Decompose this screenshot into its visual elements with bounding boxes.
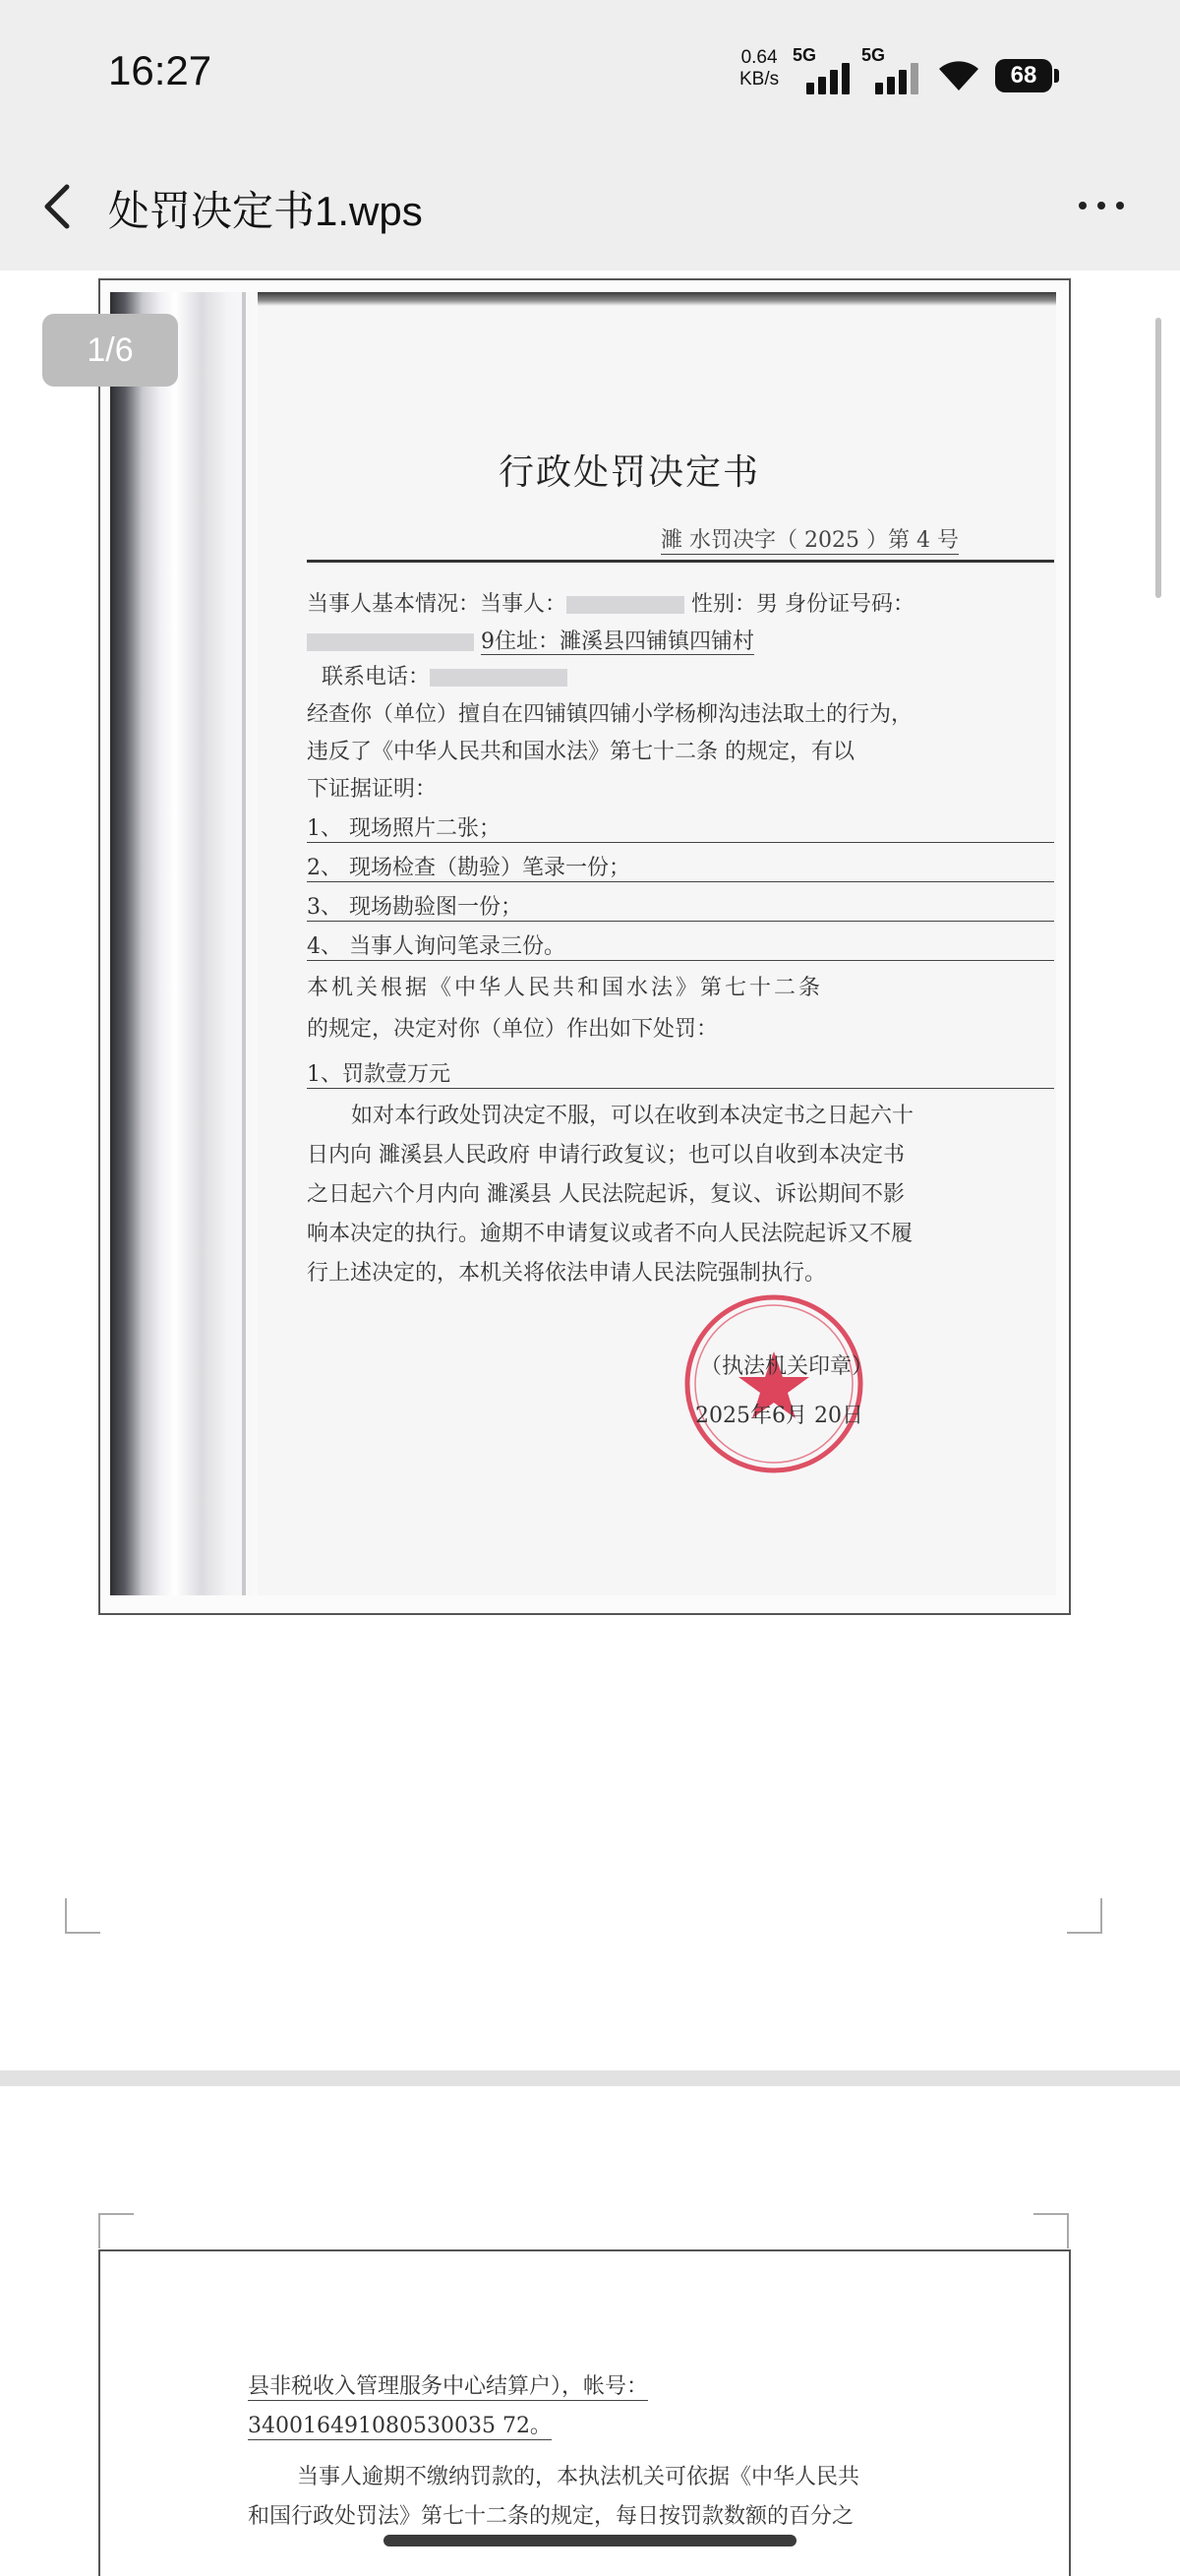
status-bar [0, 0, 1180, 148]
sim2-network-type: 5G [861, 45, 886, 65]
scan-fold-line [242, 292, 246, 1595]
title-bar [0, 148, 1180, 270]
evidence-item: 1、 现场照片二张； [307, 811, 1054, 843]
document-title: 处罚决定书1.wps [108, 188, 423, 234]
page-separator [0, 2070, 1180, 2086]
decision-number: 濉 水罚决字（ 2025 ）第 4 号 [661, 523, 959, 555]
body-line: 的规定，决定对你（单位）作出如下处罚： [307, 1017, 719, 1042]
page2-line: 县非税收入管理服务中心结算户），帐号： [248, 2369, 648, 2401]
phone-line: 联系电话： [322, 660, 567, 690]
network-speed-value: 0.64 [740, 47, 778, 68]
body-line: 下证据证明： [307, 777, 438, 802]
penalty-item: 1、罚款壹万元 [307, 1057, 1054, 1089]
sim1-network-type: 5G [793, 45, 817, 65]
back-arrow-icon[interactable] [30, 177, 88, 236]
page-indicator: 1/6 [42, 314, 178, 387]
more-options-icon[interactable] [1067, 182, 1136, 231]
crop-mark [1033, 2213, 1069, 2248]
network-speed-unit: KB/s [739, 69, 780, 90]
document-page-1 [98, 278, 1071, 1615]
status-time: 16:27 [108, 47, 212, 93]
scan-top-edge [258, 292, 1056, 306]
evidence-item: 2、 现场检查（勘验）笔录一份； [307, 851, 1054, 882]
crop-mark [98, 2213, 134, 2248]
network-speed [739, 47, 779, 90]
decision-date: 2025年6月 20日 [695, 1404, 863, 1428]
document-viewer[interactable] [0, 270, 1180, 2565]
body-line: 之日起六个月内向 濉溪县 人民法院起诉，复议、诉讼期间不影 [307, 1182, 905, 1207]
header-rule [307, 560, 1054, 563]
body-line: 响本决定的执行。逾期不申请复议或者不向人民法院起诉又不履 [307, 1222, 914, 1246]
battery-icon: 68 [995, 59, 1052, 92]
sim1-signal-icon [806, 61, 856, 94]
party-info-line: 当事人基本情况：当事人： 性别：男 身份证号码： [307, 592, 915, 617]
evidence-item: 3、 现场勘验图一份； [307, 890, 1054, 922]
body-line: 经查你（单位）擅自在四铺镇四铺小学杨柳沟违法取土的行为， [307, 702, 914, 727]
battery-tip [1054, 69, 1059, 83]
crop-mark [1067, 1898, 1102, 1934]
address-line: 9住址：濉溪县四铺镇四铺村 [307, 625, 754, 655]
decision-title: 行政处罚决定书 [499, 452, 761, 493]
redacted-id-number [307, 633, 474, 651]
crop-mark [65, 1898, 100, 1934]
scanned-document-image [110, 292, 1056, 1595]
sim2-signal-icon [875, 61, 924, 94]
evidence-item: 4、 当事人询问笔录三份。 [307, 929, 1054, 961]
official-seal-icon [680, 1290, 867, 1477]
body-line: 日内向 濉溪县人民政府 申请行政复议；也可以自收到本决定书 [307, 1143, 905, 1168]
seal-label: （执法机关印章） [700, 1354, 874, 1379]
account-number: 340016491080530035 72。 [248, 2409, 552, 2440]
document-page-2 [98, 2249, 1071, 2576]
home-indicator[interactable] [384, 2535, 796, 2546]
page2-line: 当事人逾期不缴纳罚款的，本执法机关可依据《中华人民共 [297, 2465, 860, 2489]
body-line: 如对本行政处罚决定不服，可以在收到本决定书之日起六十 [351, 1104, 914, 1128]
scan-fold-shadow [110, 292, 258, 1595]
body-line: 行上述决定的，本机关将依法申请人民法院强制执行。 [307, 1261, 827, 1286]
redacted-name [566, 596, 684, 614]
wifi-icon [936, 57, 981, 92]
redacted-phone [430, 669, 567, 687]
page2-line: 和国行政处罚法》第七十二条的规定，每日按罚款数额的百分之 [248, 2504, 855, 2529]
body-line: 本机关根据《中华人民共和国水法》第七十二条 [307, 976, 824, 1000]
body-line: 违反了《中华人民共和国水法》第七十二条 的规定，有以 [307, 740, 855, 764]
vertical-scrollbar[interactable] [1155, 318, 1161, 598]
